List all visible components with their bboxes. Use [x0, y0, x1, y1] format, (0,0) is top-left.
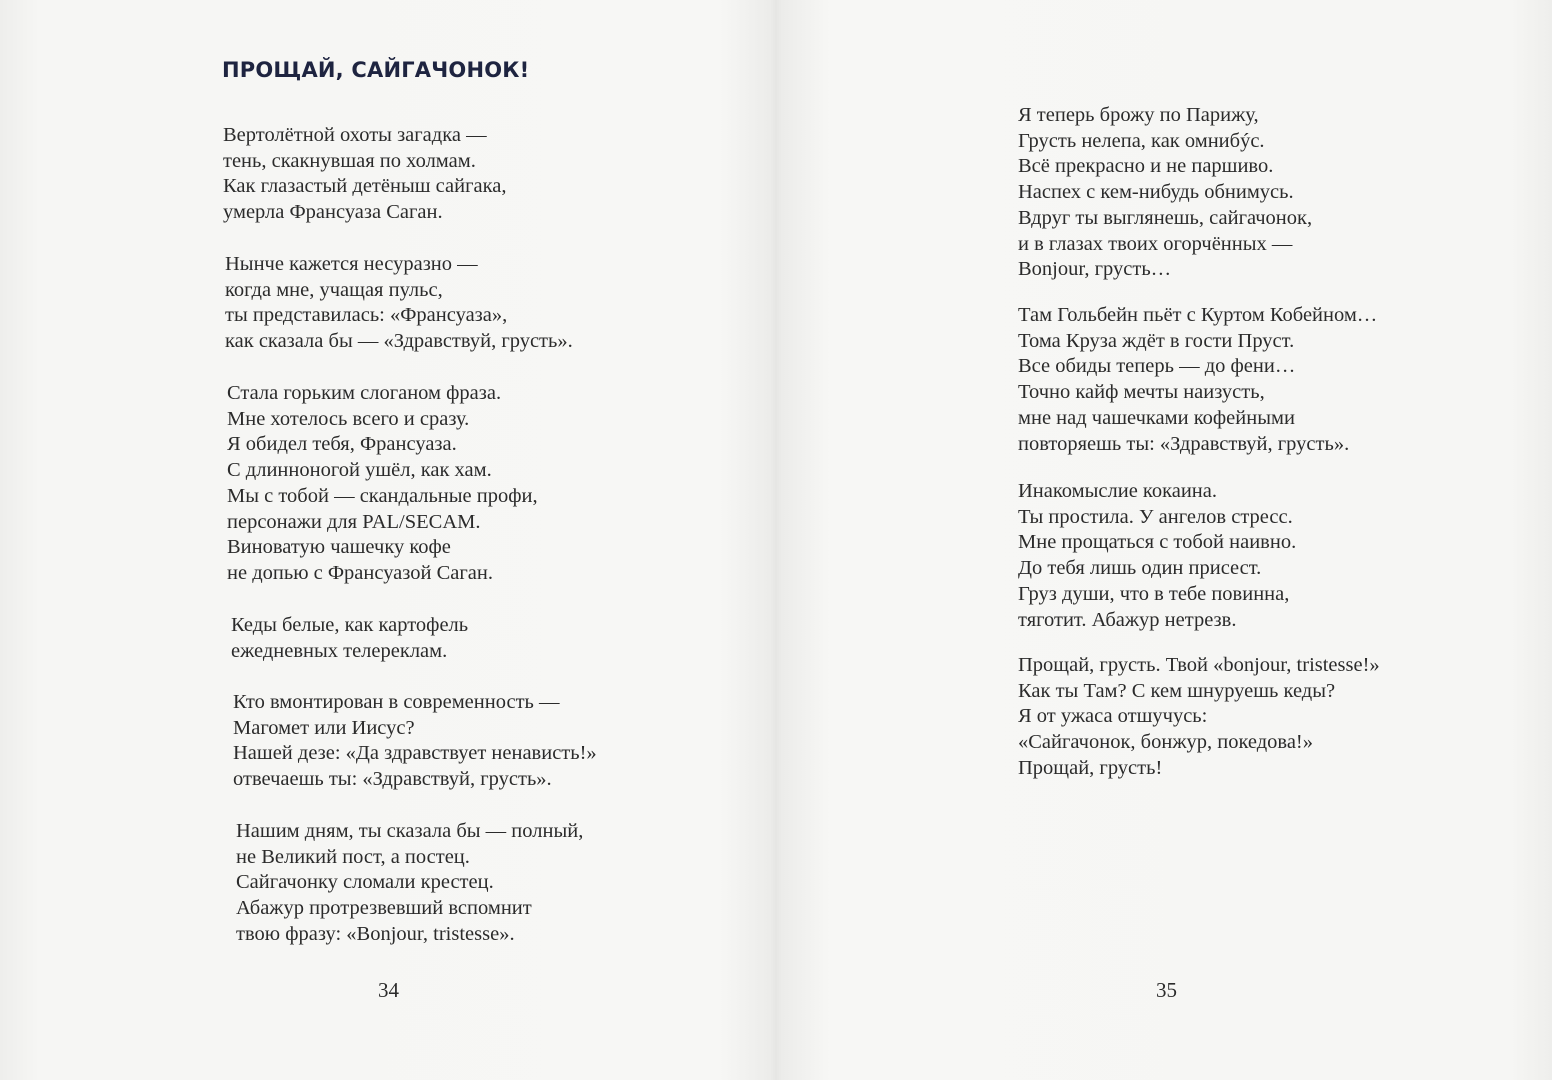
- stanza: [233, 690, 597, 793]
- poem-line: Мне прощаться с тобой наивно.: [1018, 531, 1297, 554]
- poem-line: отвечаешь ты: «Здравствуй, грусть».: [233, 768, 552, 791]
- poem-line: Инакомыслие кокаина.: [1018, 480, 1218, 502]
- poem-line: Нашей дезе: «Да здравствует ненависть!»: [233, 742, 597, 765]
- poem-line: Там Гольбейн пьёт с Куртом Кобейном…: [1018, 304, 1378, 326]
- poem-line: ты представилась: «Франсуаза»,: [225, 304, 508, 327]
- stanza: [1018, 103, 1312, 283]
- poem-line: и в глазах твоих огорчённых —: [1018, 232, 1293, 255]
- poem-line: Прощай, грусть. Твой «bonjour, tristesse!»: [1018, 654, 1380, 676]
- stanza: [1018, 479, 1296, 633]
- poem-line: Вдруг ты выглянешь, сайгачонок,: [1018, 206, 1313, 229]
- poem-line: Я от ужаса отшучусь:: [1018, 705, 1208, 728]
- poem-line: не допью с Франсуазой Саган.: [227, 561, 493, 584]
- right-page: [776, 0, 1552, 1080]
- page-number: 34: [378, 978, 399, 1002]
- stanza: [225, 252, 573, 355]
- poem-line: тень, скакнувшая по холмам.: [223, 149, 476, 172]
- poem-line: С длинноногой ушёл, как хам.: [227, 459, 492, 482]
- stanza: [1018, 303, 1377, 457]
- poem-line: Магомет или Иисус?: [233, 716, 415, 739]
- poem-line: Грусть нелепа, как омнибýс.: [1018, 129, 1265, 152]
- poem-line: Мы с тобой — скандальные профи,: [227, 484, 538, 507]
- stanza: [231, 613, 468, 664]
- poem-line: Всё прекрасно и не паршиво.: [1018, 155, 1274, 178]
- stanza: [227, 381, 538, 587]
- poem-line: Прощай, грусть!: [1018, 756, 1163, 779]
- poem-line: твою фразу: «Bonjour, tristesse».: [236, 922, 515, 945]
- poem-line: Кеды белые, как картофель: [231, 614, 469, 636]
- poem-line: не Великий пост, а постец.: [236, 845, 470, 868]
- poem-line: Стала горьким слоганом фраза.: [227, 382, 502, 404]
- stanza: [1018, 653, 1380, 782]
- poem-line: когда мне, учащая пульс,: [225, 278, 443, 301]
- poem-line: как сказала бы — «Здравствуй, грусть».: [225, 330, 573, 353]
- poem-line: Bonjour, грусть…: [1018, 258, 1172, 281]
- stanza: [223, 123, 506, 226]
- poem-line: умерла Франсуаза Саган.: [223, 201, 443, 224]
- page-number: 35: [1156, 978, 1177, 1002]
- poem-line: Сайгачонку сломали крестец.: [236, 871, 494, 894]
- poem-line: Мне хотелось всего и сразу.: [227, 407, 470, 430]
- poem-line: Наспех с кем-нибудь обнимусь.: [1018, 181, 1294, 204]
- poem-line: Все обиды теперь — до фени…: [1018, 355, 1296, 378]
- poem-line: Груз души, что в тебе повинна,: [1018, 582, 1290, 605]
- poem-line: «Сайгачонок, бонжур, покедова!»: [1018, 731, 1313, 754]
- poem-line: тяготит. Абажур нетрезв.: [1018, 608, 1237, 631]
- poem-line: повторяешь ты: «Здравствуй, грусть».: [1018, 432, 1350, 455]
- poem-line: персонажи для PAL/SECAM.: [227, 510, 481, 533]
- poem-line: Как глазастый детёныш сайгака,: [223, 175, 507, 198]
- poem-line: Я обидел тебя, Франсуаза.: [227, 433, 457, 456]
- poem-line: Как ты Там? С кем шнуруешь кеды?: [1018, 679, 1336, 702]
- poem-line: Абажур протрезвевший вспомнит: [236, 897, 532, 920]
- poem-line: ежедневных телереклам.: [231, 639, 448, 662]
- poem-title: ПРОЩАЙ, САЙГАЧОНОК!: [222, 58, 530, 82]
- poem-line: Виноватую чашечку кофе: [227, 536, 451, 559]
- poem-line: До тебя лишь один присест.: [1018, 557, 1262, 580]
- stanza: [236, 819, 583, 948]
- poem-line: Нынче кажется несуразно —: [225, 253, 478, 275]
- poem-line: Вертолётной охоты загадка —: [223, 124, 487, 146]
- poem-line: Я теперь брожу по Парижу,: [1018, 104, 1259, 126]
- poem-line: Нашим дням, ты сказала бы — полный,: [236, 820, 584, 842]
- poem-line: мне над чашечками кофейными: [1018, 406, 1295, 429]
- poem-line: Кто вмонтирован в современность —: [233, 691, 560, 713]
- poem-line: Ты простила. У ангелов стресс.: [1018, 505, 1293, 528]
- poem-line: Тома Круза ждёт в гости Пруст.: [1018, 329, 1295, 352]
- poem-line: Точно кайф мечты наизусть,: [1018, 381, 1265, 404]
